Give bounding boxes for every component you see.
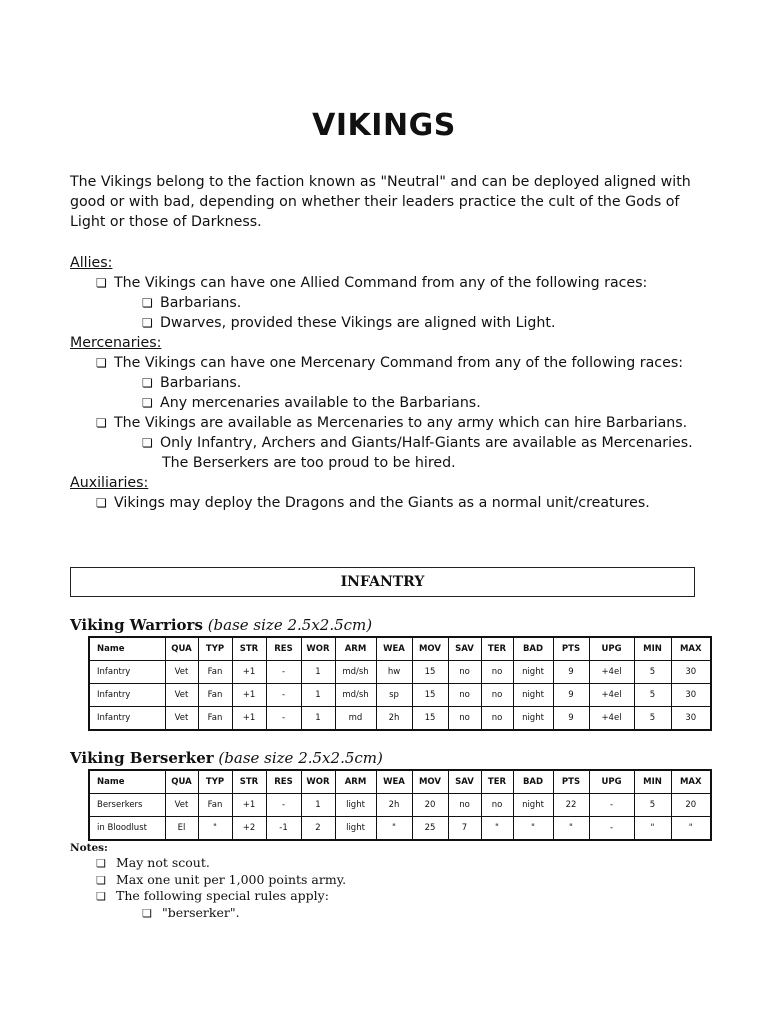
mercenaries-subitem xyxy=(142,393,481,413)
column-header: RES xyxy=(266,770,301,794)
table-cell: 7 xyxy=(448,817,481,841)
table-cell: 9 xyxy=(553,707,589,731)
allies-subitem-text: Dwarves, provided these Vikings are aligned with Light. xyxy=(160,315,556,331)
unit-base-size: (base size 2.5x2.5cm) xyxy=(207,616,373,634)
table-cell: " xyxy=(198,817,232,841)
allies-heading: Allies: xyxy=(70,255,113,271)
table-cell: +1 xyxy=(232,794,266,817)
mercenaries-item xyxy=(96,353,683,373)
mercenaries-subitem xyxy=(142,373,241,393)
column-header: TYP xyxy=(198,770,232,794)
column-header: TYP xyxy=(198,637,232,661)
table-cell: 15 xyxy=(412,661,448,684)
column-header: SAV xyxy=(448,637,481,661)
auxiliaries-heading: Auxiliaries: xyxy=(70,475,149,491)
note-item xyxy=(96,888,329,903)
note-item xyxy=(96,872,346,887)
column-header: MIN xyxy=(634,637,671,661)
unit-name: Viking Warriors xyxy=(70,616,203,634)
mercenaries-item-text: The Vikings are available as Mercenaries to any army which can hire Barbarians. xyxy=(114,415,688,431)
table-cell: 5 xyxy=(634,794,671,817)
checkbox-bullet-icon: ❏ xyxy=(142,316,153,330)
allies-item xyxy=(96,273,647,293)
column-header: BAD xyxy=(513,637,553,661)
table-cell: Infantry xyxy=(89,684,165,707)
table-cell: 20 xyxy=(412,794,448,817)
column-header: Name xyxy=(89,770,165,794)
mercenaries-subitem-text: Barbarians. xyxy=(160,375,242,391)
note-subitem-text: "berserker". xyxy=(162,905,240,920)
table-row xyxy=(89,794,711,817)
table-cell: 1 xyxy=(301,684,335,707)
column-header: MAX xyxy=(671,637,711,661)
table-cell: " xyxy=(513,817,553,841)
table-cell: - xyxy=(266,794,301,817)
column-header: QUA xyxy=(165,637,198,661)
table-cell: no xyxy=(481,684,513,707)
table-cell: 15 xyxy=(412,707,448,731)
table-header-row xyxy=(89,770,711,794)
table-cell: " xyxy=(376,817,412,841)
table-cell: 2h xyxy=(376,707,412,731)
column-header: ARM xyxy=(335,637,376,661)
auxiliaries-item-text: Vikings may deploy the Dragons and the Giants as a normal unit/creatures. xyxy=(114,495,650,511)
table-cell: 1 xyxy=(301,794,335,817)
column-header: BAD xyxy=(513,770,553,794)
table-cell: Vet xyxy=(165,661,198,684)
column-header: PTS xyxy=(553,770,589,794)
allies-subitem-text: Barbarians. xyxy=(160,295,242,311)
table-cell: 5 xyxy=(634,707,671,731)
mercenaries-subitem-continuation: The Berserkers are too proud to be hired. xyxy=(162,455,456,471)
column-header: RES xyxy=(266,637,301,661)
note-item-text: May not scout. xyxy=(116,855,210,870)
checkbox-bullet-icon: ❏ xyxy=(96,276,107,290)
checkbox-bullet-icon: ❏ xyxy=(96,416,107,430)
mercenaries-item xyxy=(96,413,687,433)
table-cell: night xyxy=(513,661,553,684)
table-cell: Berserkers xyxy=(89,794,165,817)
table-cell: 9 xyxy=(553,661,589,684)
table-cell: Fan xyxy=(198,684,232,707)
table-cell: El xyxy=(165,817,198,841)
checkbox-bullet-icon: ❏ xyxy=(96,496,107,510)
checkbox-bullet-icon: ❏ xyxy=(142,376,153,390)
column-header: WEA xyxy=(376,770,412,794)
column-header: TER xyxy=(481,770,513,794)
table-cell: - xyxy=(589,794,634,817)
column-header: WOR xyxy=(301,637,335,661)
table-cell: - xyxy=(589,817,634,841)
column-header: Name xyxy=(89,637,165,661)
intro-paragraph: The Vikings belong to the faction known as "Neutral" and can be deployed aligned with good or with bad, depending on whether their leaders practice the cult of the Gods of Light or those of Darkness. xyxy=(70,174,691,230)
table-cell: 2 xyxy=(301,817,335,841)
table-cell: night xyxy=(513,794,553,817)
table-cell: " xyxy=(481,817,513,841)
unit-title-warriors xyxy=(70,616,372,634)
table-cell: Vet xyxy=(165,684,198,707)
table-cell: +1 xyxy=(232,684,266,707)
table-cell: Fan xyxy=(198,707,232,731)
checkbox-bullet-icon: ❏ xyxy=(142,436,153,450)
table-cell: - xyxy=(266,661,301,684)
table-cell: light xyxy=(335,817,376,841)
column-header: ARM xyxy=(335,770,376,794)
table-cell: 20 xyxy=(671,794,711,817)
column-header: WOR xyxy=(301,770,335,794)
auxiliaries-item xyxy=(96,493,650,513)
table-cell: md/sh xyxy=(335,661,376,684)
table-cell: 15 xyxy=(412,684,448,707)
table-cell: in Bloodlust xyxy=(89,817,165,841)
table-cell: - xyxy=(266,684,301,707)
checkbox-bullet-icon: ❏ xyxy=(96,890,106,903)
table-row xyxy=(89,707,711,731)
allies-subitem xyxy=(142,293,241,313)
column-header: MOV xyxy=(412,637,448,661)
table-cell: no xyxy=(448,794,481,817)
notes-label: Notes: xyxy=(70,842,108,854)
mercenaries-heading: Mercenaries: xyxy=(70,335,162,351)
table-cell: Vet xyxy=(165,707,198,731)
table-cell: no xyxy=(481,794,513,817)
unit-base-size: (base size 2.5x2.5cm) xyxy=(218,749,383,767)
table-cell: 30 xyxy=(671,684,711,707)
warriors-stats-table xyxy=(88,636,712,731)
checkbox-bullet-icon: ❏ xyxy=(142,396,153,410)
column-header: UPG xyxy=(589,770,634,794)
table-cell: light xyxy=(335,794,376,817)
column-header: MIN xyxy=(634,770,671,794)
column-header: STR xyxy=(232,770,266,794)
unit-title-berserker xyxy=(70,749,383,767)
table-cell: sp xyxy=(376,684,412,707)
allies-subitem xyxy=(142,313,556,333)
table-cell: no xyxy=(481,707,513,731)
table-row xyxy=(89,817,711,841)
table-cell: Infantry xyxy=(89,707,165,731)
table-cell: +2 xyxy=(232,817,266,841)
column-header: TER xyxy=(481,637,513,661)
mercenaries-item-text: The Vikings can have one Mercenary Command from any of the following races: xyxy=(114,355,684,371)
table-cell: Fan xyxy=(198,661,232,684)
berserker-stats-table xyxy=(88,769,712,841)
table-cell: 5 xyxy=(634,661,671,684)
table-cell: no xyxy=(448,661,481,684)
table-cell: 25 xyxy=(412,817,448,841)
checkbox-bullet-icon: ❏ xyxy=(96,356,107,370)
table-cell: hw xyxy=(376,661,412,684)
table-cell: - xyxy=(266,707,301,731)
table-cell: +1 xyxy=(232,661,266,684)
table-cell: +4el xyxy=(589,707,634,731)
checkbox-bullet-icon: ❏ xyxy=(142,296,153,310)
table-row xyxy=(89,661,711,684)
table-cell: -1 xyxy=(266,817,301,841)
table-cell: night xyxy=(513,684,553,707)
table-cell: 30 xyxy=(671,661,711,684)
table-cell: 1 xyxy=(301,707,335,731)
table-cell: night xyxy=(513,707,553,731)
column-header: QUA xyxy=(165,770,198,794)
table-cell: Fan xyxy=(198,794,232,817)
table-cell: +4el xyxy=(589,684,634,707)
page-title: VIKINGS xyxy=(312,108,456,143)
table-cell: +1 xyxy=(232,707,266,731)
table-cell: Infantry xyxy=(89,661,165,684)
table-cell: no xyxy=(448,707,481,731)
table-cell: md/sh xyxy=(335,684,376,707)
unit-name: Viking Berserker xyxy=(70,749,214,767)
table-cell: no xyxy=(448,684,481,707)
note-item xyxy=(96,855,210,870)
checkbox-bullet-icon: ❏ xyxy=(142,907,152,920)
column-header: WEA xyxy=(376,637,412,661)
column-header: MOV xyxy=(412,770,448,794)
table-cell: " xyxy=(671,817,711,841)
table-cell: 1 xyxy=(301,661,335,684)
table-cell: md xyxy=(335,707,376,731)
note-subitem xyxy=(142,905,240,920)
column-header: MAX xyxy=(671,770,711,794)
table-cell: 9 xyxy=(553,684,589,707)
table-row xyxy=(89,684,711,707)
section-heading-infantry: INFANTRY xyxy=(70,567,695,597)
allies-item-text: The Vikings can have one Allied Command from any of the following races: xyxy=(114,275,648,291)
column-header: UPG xyxy=(589,637,634,661)
table-cell: 30 xyxy=(671,707,711,731)
table-cell: Vet xyxy=(165,794,198,817)
column-header: SAV xyxy=(448,770,481,794)
mercenaries-subitem xyxy=(142,433,693,453)
note-item-text: Max one unit per 1,000 points army. xyxy=(116,872,347,887)
note-item-text: The following special rules apply: xyxy=(116,888,329,903)
table-cell: 5 xyxy=(634,684,671,707)
table-cell: 22 xyxy=(553,794,589,817)
table-header-row xyxy=(89,637,711,661)
mercenaries-subitem-text: Any mercenaries available to the Barbarians. xyxy=(160,395,481,411)
column-header: STR xyxy=(232,637,266,661)
table-cell: " xyxy=(553,817,589,841)
table-cell: 2h xyxy=(376,794,412,817)
checkbox-bullet-icon: ❏ xyxy=(96,874,106,887)
mercenaries-subitem-text: Only Infantry, Archers and Giants/Half-Giants are available as Mercenaries. xyxy=(160,435,693,451)
checkbox-bullet-icon: ❏ xyxy=(96,857,106,870)
table-cell: " xyxy=(634,817,671,841)
column-header: PTS xyxy=(553,637,589,661)
table-cell: +4el xyxy=(589,661,634,684)
table-cell: no xyxy=(481,661,513,684)
